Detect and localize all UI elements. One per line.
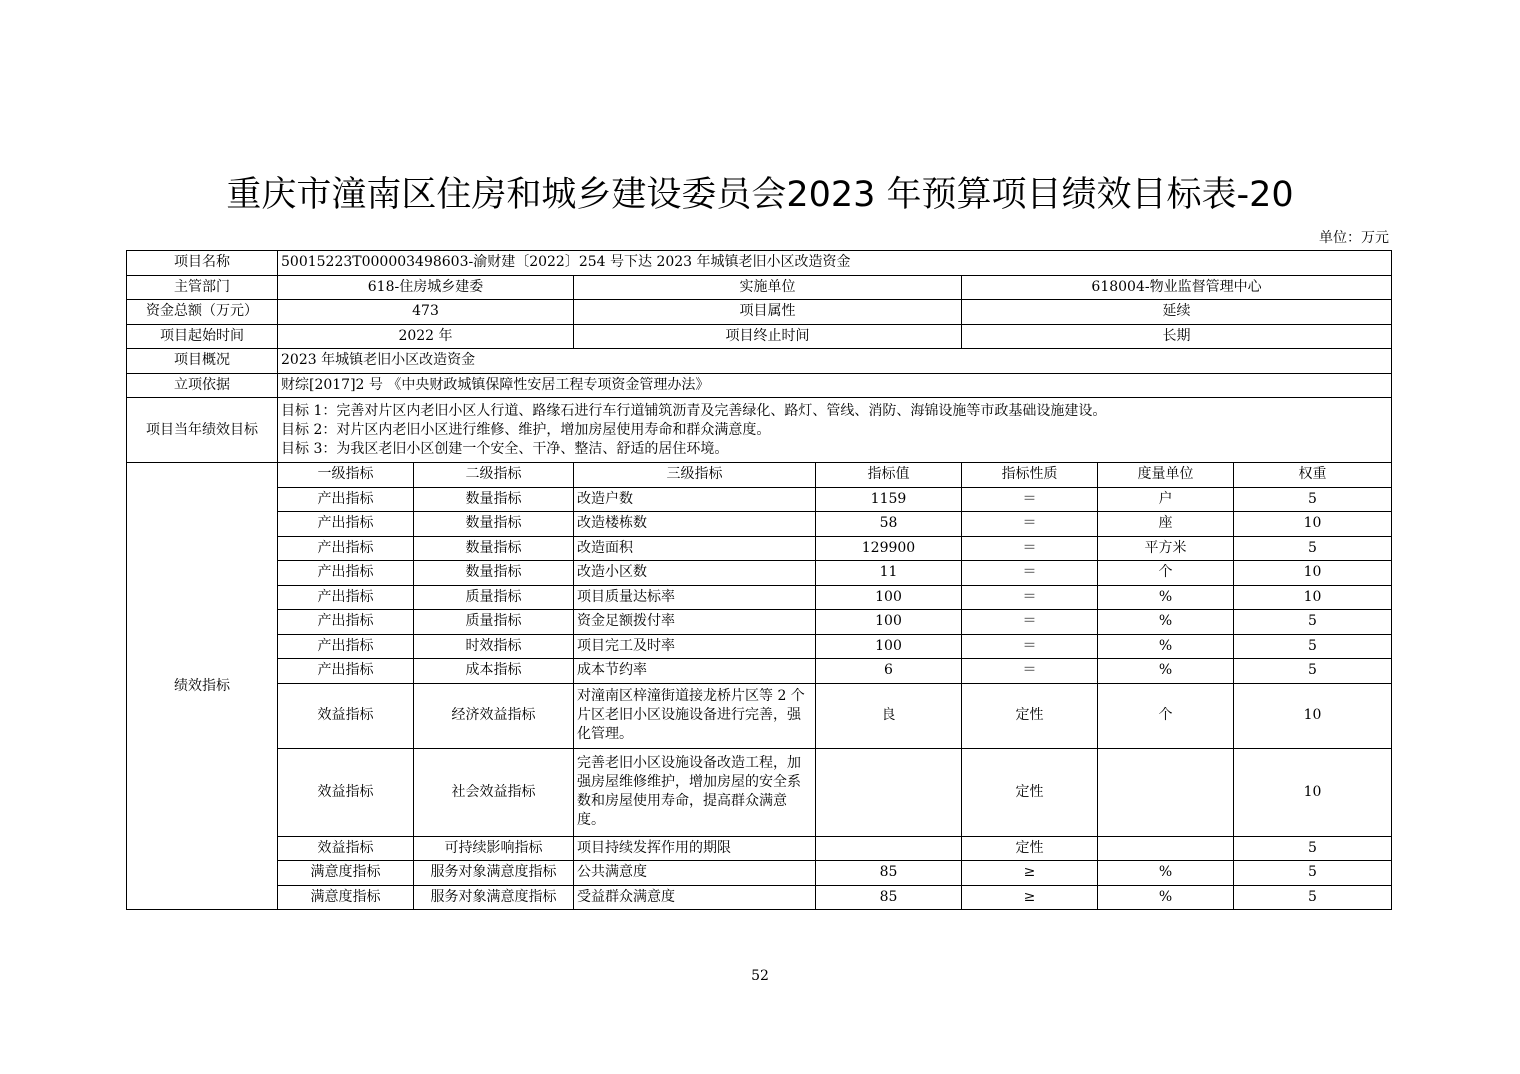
row-funds: [127, 300, 1392, 325]
project-name-value: 50015223T000003498603-渝财建〔2022〕254 号下达 2023 年城镇老旧小区改造资金: [278, 251, 1392, 276]
indicator-level2: 社会效益指标: [414, 748, 574, 836]
indicator-value: [816, 836, 962, 861]
indicator-header-row: [127, 463, 1392, 488]
impl-value: 618004-物业监督管理中心: [962, 275, 1392, 300]
indicator-unit: 户: [1098, 487, 1234, 512]
page-title: 重庆市潼南区住房和城乡建设委员会2023 年预算项目绩效目标表-20: [226, 175, 1294, 215]
indicator-row: [127, 659, 1392, 684]
impl-label: 实施单位: [574, 275, 962, 300]
indicator-level3: 项目完工及时率: [574, 634, 816, 659]
indicator-level1: 产出指标: [278, 487, 414, 512]
indicator-value: [816, 748, 962, 836]
indicator-level1: 满意度指标: [278, 885, 414, 910]
indicator-level2: 数量指标: [414, 561, 574, 586]
indicator-level1: 效益指标: [278, 836, 414, 861]
goal-line: 目标 2：对片区内老旧小区进行维修、维护，增加房屋使用寿命和群众满意度。: [281, 421, 771, 438]
indicator-level1: 产出指标: [278, 610, 414, 635]
unit-label: 单位：万元: [1319, 230, 1389, 246]
indicator-weight: 5: [1234, 836, 1392, 861]
indicator-level1: 效益指标: [278, 748, 414, 836]
indicator-level1: 产出指标: [278, 561, 414, 586]
row-dept: [127, 275, 1392, 300]
indicator-level3: 受益群众满意度: [574, 885, 816, 910]
indicator-weight: 10: [1234, 512, 1392, 537]
indicator-level2: 质量指标: [414, 610, 574, 635]
indicator-level1: 产出指标: [278, 536, 414, 561]
indicator-row: [127, 683, 1392, 748]
indicator-level1: 产出指标: [278, 585, 414, 610]
indicator-unit: 个: [1098, 561, 1234, 586]
indicator-level3: 改造小区数: [574, 561, 816, 586]
end-value: 长期: [962, 324, 1392, 349]
indicator-unit: 个: [1098, 683, 1234, 748]
indicator-value: 85: [816, 861, 962, 886]
indicator-nature: ＝: [962, 585, 1098, 610]
indicator-unit: %: [1098, 610, 1234, 635]
indicator-unit: [1098, 748, 1234, 836]
indicator-value: 6: [816, 659, 962, 684]
indicator-nature: ＝: [962, 634, 1098, 659]
indicator-weight: 5: [1234, 885, 1392, 910]
indicator-level3: 对潼南区梓潼街道接龙桥片区等 2 个片区老旧小区设施设备进行完善，强化管理。: [574, 683, 816, 748]
indicator-level1: 产出指标: [278, 659, 414, 684]
indicator-nature: ＝: [962, 512, 1098, 537]
goals-label: 项目当年绩效目标: [127, 398, 278, 463]
indicator-value: 100: [816, 585, 962, 610]
indicator-level3: 完善老旧小区设施设备改造工程，加强房屋维修维护，增加房屋的安全系数和房屋使用寿命，提高群众满意度。: [574, 748, 816, 836]
indicator-weight: 10: [1234, 585, 1392, 610]
header-value: 指标值: [816, 463, 962, 488]
indicator-row: [127, 561, 1392, 586]
indicator-level2: 成本指标: [414, 659, 574, 684]
start-value: 2022 年: [278, 324, 574, 349]
indicator-nature: ＝: [962, 610, 1098, 635]
indicator-nature: ＝: [962, 536, 1098, 561]
indicator-value: 85: [816, 885, 962, 910]
indicator-weight: 5: [1234, 659, 1392, 684]
indicator-unit: %: [1098, 659, 1234, 684]
indicator-weight: 10: [1234, 683, 1392, 748]
indicator-row: [127, 885, 1392, 910]
indicator-level2: 经济效益指标: [414, 683, 574, 748]
indicator-weight: 5: [1234, 487, 1392, 512]
row-goals: [127, 398, 1392, 463]
indicator-level3: 改造面积: [574, 536, 816, 561]
indicator-unit: %: [1098, 585, 1234, 610]
indicator-unit: %: [1098, 885, 1234, 910]
goal-line: 目标 1：完善对片区内老旧小区人行道、路缘石进行车行道铺筑沥青及完善绿化、路灯、管线、消防、海锦设施等市政基础设施建设。: [281, 402, 1107, 419]
indicator-row: [127, 861, 1392, 886]
overview-label: 项目概况: [127, 349, 278, 374]
indicator-value: 良: [816, 683, 962, 748]
indicator-level2: 质量指标: [414, 585, 574, 610]
indicator-nature: ≥: [962, 861, 1098, 886]
indicator-value: 100: [816, 634, 962, 659]
indicator-level1: 产出指标: [278, 512, 414, 537]
indicator-level3: 改造楼栋数: [574, 512, 816, 537]
indicator-unit: [1098, 836, 1234, 861]
project-name-label: 项目名称: [127, 251, 278, 276]
indicator-row: [127, 536, 1392, 561]
indicator-nature: ＝: [962, 561, 1098, 586]
header-weight: 权重: [1234, 463, 1392, 488]
row-time: [127, 324, 1392, 349]
indicator-level3: 项目持续发挥作用的期限: [574, 836, 816, 861]
end-label: 项目终止时间: [574, 324, 962, 349]
basis-value: 财综[2017]2 号 《中央财政城镇保障性安居工程专项资金管理办法》: [278, 373, 1392, 398]
indicator-unit: 座: [1098, 512, 1234, 537]
indicator-nature: 定性: [962, 748, 1098, 836]
indicator-row: [127, 836, 1392, 861]
indicator-weight: 10: [1234, 561, 1392, 586]
header-nature: 指标性质: [962, 463, 1098, 488]
performance-table: [126, 250, 1392, 910]
indicator-value: 11: [816, 561, 962, 586]
indicator-nature: 定性: [962, 683, 1098, 748]
indicator-nature: ≥: [962, 885, 1098, 910]
indicators-section-label: 绩效指标: [127, 463, 278, 910]
indicator-row: [127, 512, 1392, 537]
overview-value: 2023 年城镇老旧小区改造资金: [278, 349, 1392, 374]
indicator-unit: %: [1098, 634, 1234, 659]
indicator-value: 58: [816, 512, 962, 537]
indicator-row: [127, 487, 1392, 512]
funds-label: 资金总额（万元）: [127, 300, 278, 325]
indicator-weight: 5: [1234, 634, 1392, 659]
indicator-row: [127, 748, 1392, 836]
indicator-level2: 可持续影响指标: [414, 836, 574, 861]
indicator-row: [127, 634, 1392, 659]
dept-label: 主管部门: [127, 275, 278, 300]
indicator-level1: 产出指标: [278, 634, 414, 659]
page-number: 52: [751, 968, 769, 984]
goals-value: [278, 398, 1392, 463]
funds-value: 473: [278, 300, 574, 325]
header-level1: 一级指标: [278, 463, 414, 488]
indicator-weight: 10: [1234, 748, 1392, 836]
dept-value: 618-住房城乡建委: [278, 275, 574, 300]
indicator-level2: 数量指标: [414, 487, 574, 512]
indicator-value: 1159: [816, 487, 962, 512]
indicator-unit: %: [1098, 861, 1234, 886]
goal-line: 目标 3：为我区老旧小区创建一个安全、干净、整洁、舒适的居住环境。: [281, 440, 729, 457]
indicator-level3: 改造户数: [574, 487, 816, 512]
row-overview: [127, 349, 1392, 374]
attr-value: 延续: [962, 300, 1392, 325]
indicator-level3: 成本节约率: [574, 659, 816, 684]
indicator-value: 129900: [816, 536, 962, 561]
indicator-weight: 5: [1234, 610, 1392, 635]
header-level2: 二级指标: [414, 463, 574, 488]
indicator-nature: ＝: [962, 659, 1098, 684]
indicator-level2: 服务对象满意度指标: [414, 885, 574, 910]
indicator-row: [127, 585, 1392, 610]
indicator-level2: 时效指标: [414, 634, 574, 659]
indicator-level3: 项目质量达标率: [574, 585, 816, 610]
indicator-level2: 数量指标: [414, 512, 574, 537]
indicator-level1: 效益指标: [278, 683, 414, 748]
header-level3: 三级指标: [574, 463, 816, 488]
indicator-weight: 5: [1234, 861, 1392, 886]
indicator-level2: 服务对象满意度指标: [414, 861, 574, 886]
row-basis: [127, 373, 1392, 398]
indicator-value: 100: [816, 610, 962, 635]
indicator-nature: 定性: [962, 836, 1098, 861]
indicator-level1: 满意度指标: [278, 861, 414, 886]
header-unit: 度量单位: [1098, 463, 1234, 488]
indicator-level3: 公共满意度: [574, 861, 816, 886]
basis-label: 立项依据: [127, 373, 278, 398]
row-project-name: [127, 251, 1392, 276]
indicator-nature: ＝: [962, 487, 1098, 512]
indicator-unit: 平方米: [1098, 536, 1234, 561]
indicator-level2: 数量指标: [414, 536, 574, 561]
indicator-row: [127, 610, 1392, 635]
attr-label: 项目属性: [574, 300, 962, 325]
indicator-weight: 5: [1234, 536, 1392, 561]
indicator-level3: 资金足额拨付率: [574, 610, 816, 635]
start-label: 项目起始时间: [127, 324, 278, 349]
